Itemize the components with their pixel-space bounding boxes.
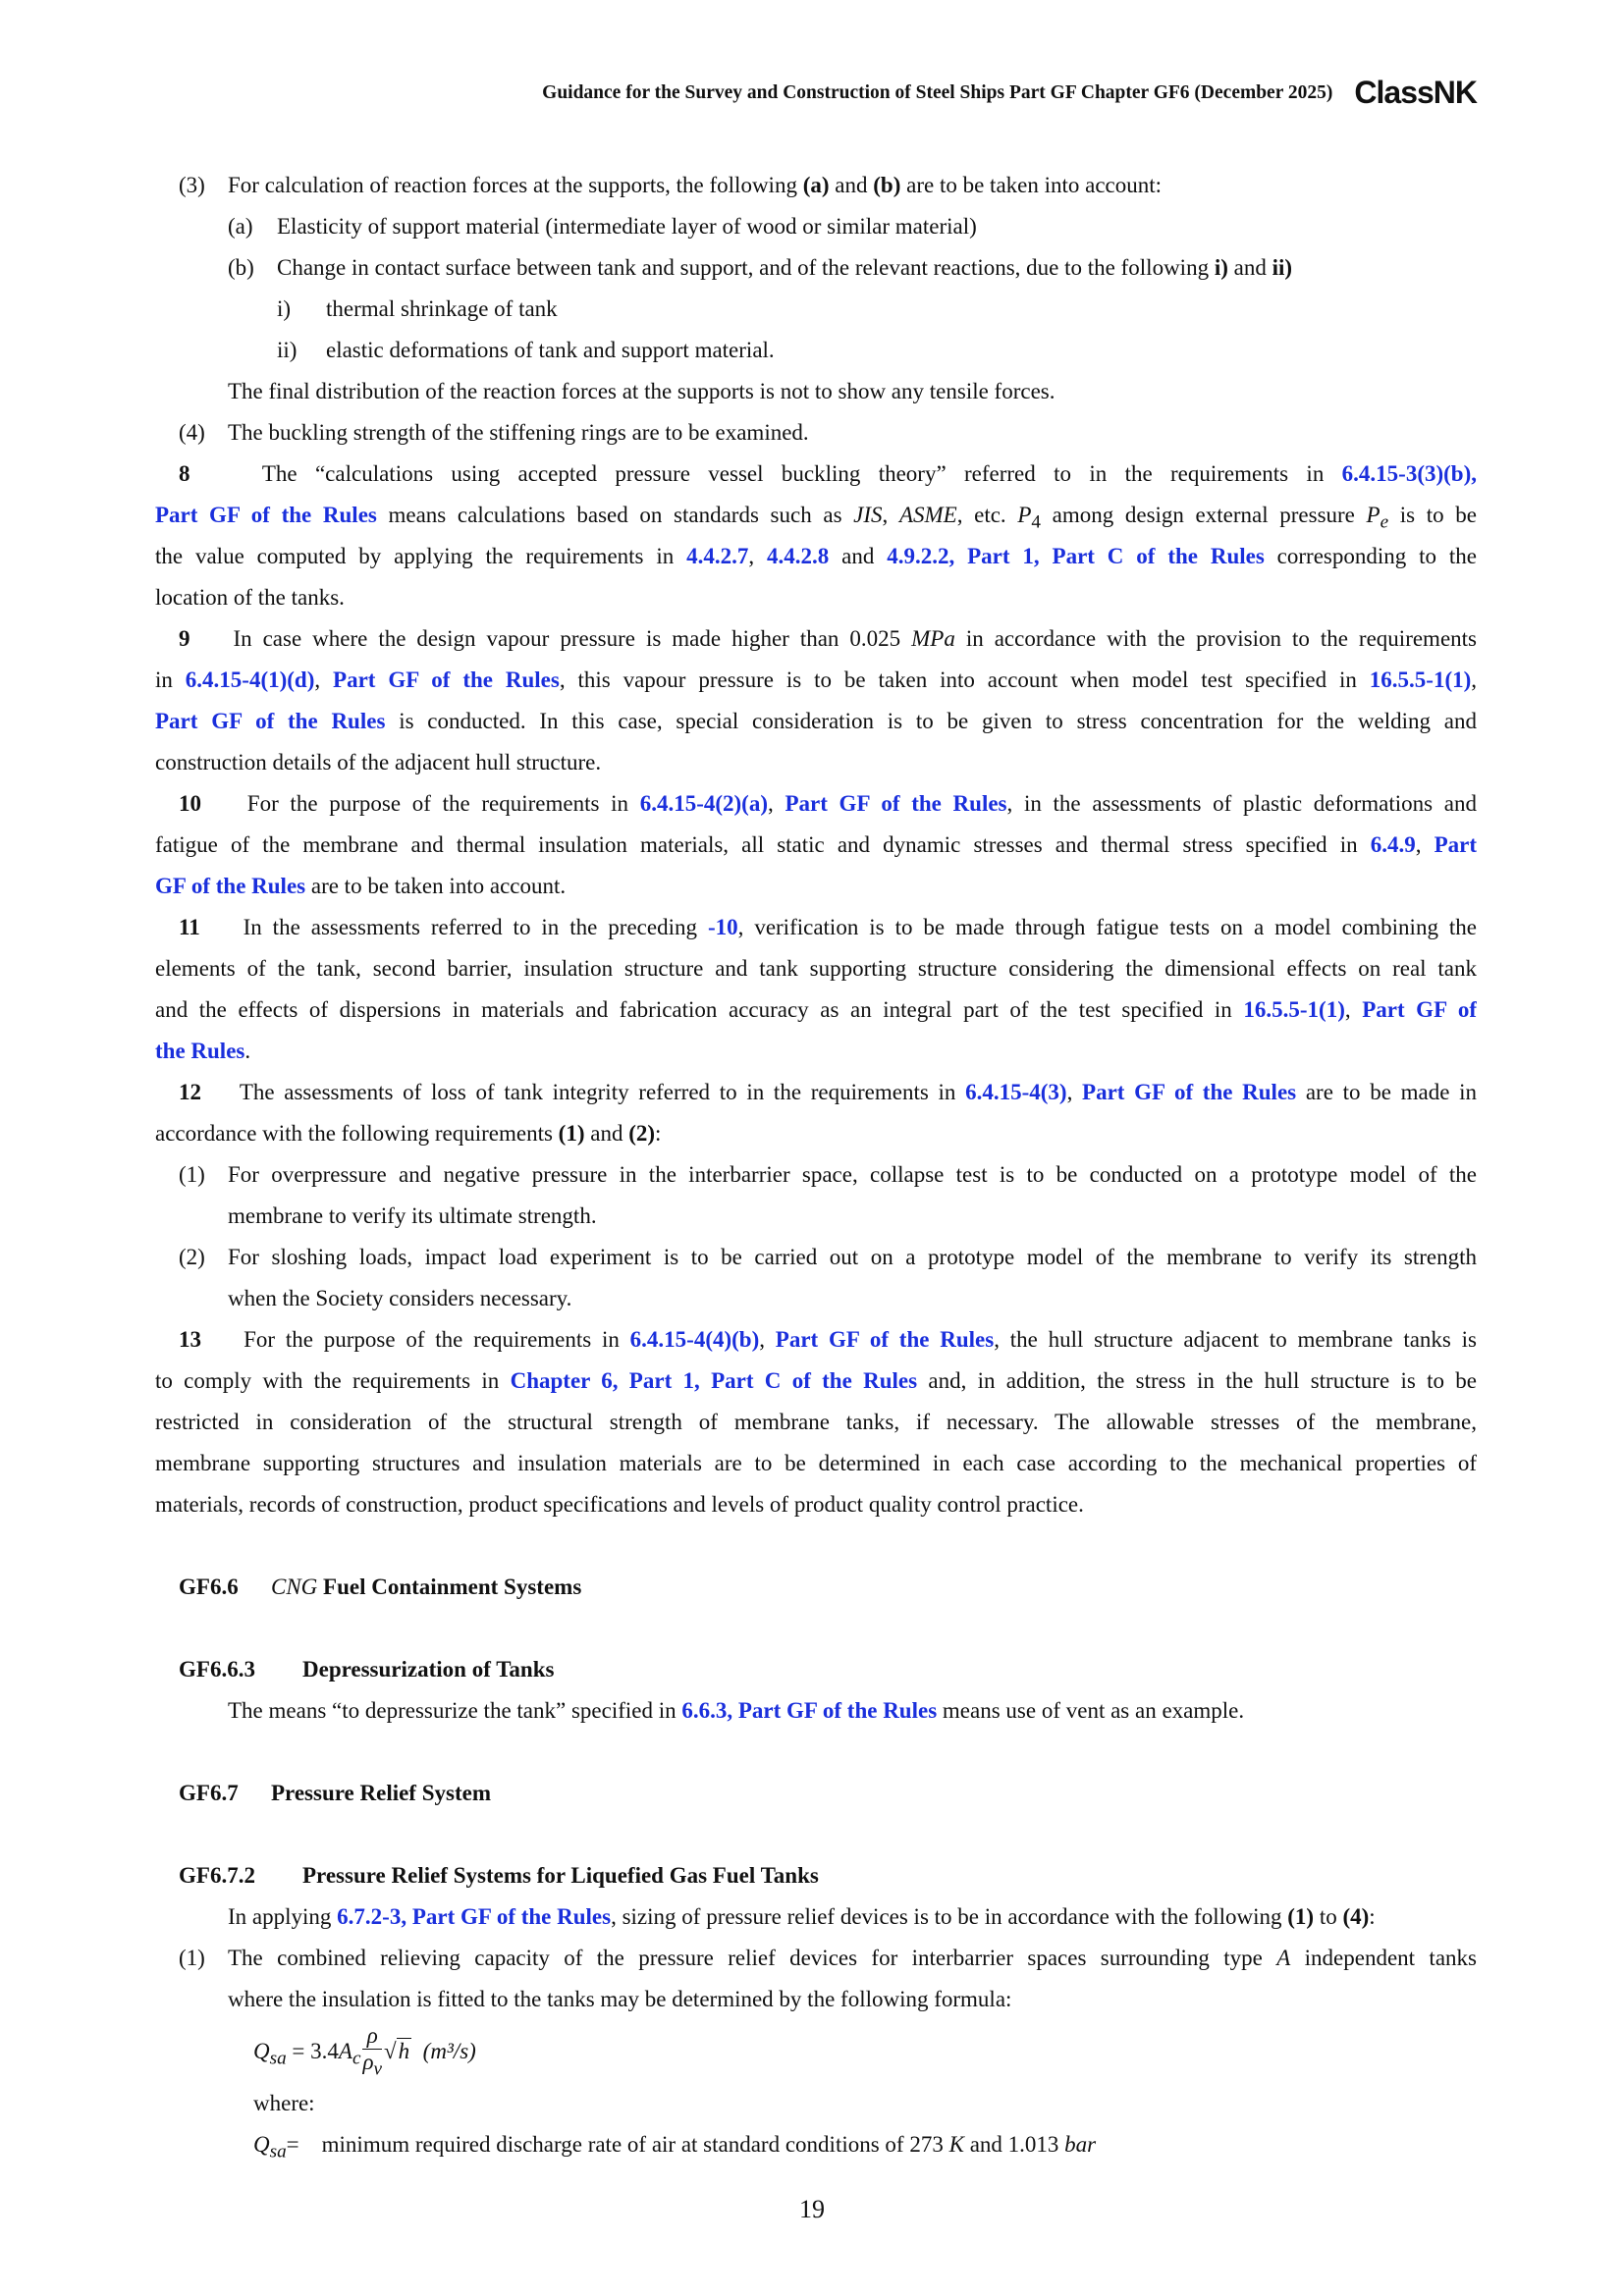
link-part-gf[interactable]: Part GF of the Rules xyxy=(155,503,377,527)
para-10-line-3: GF of the Rules are to be taken into account. xyxy=(155,874,567,898)
link-4-4-2-8[interactable]: 4.4.2.8 xyxy=(767,544,830,568)
item-3b-ii: ii) elastic deformations of tank and support material. xyxy=(277,338,775,362)
formula-where: where: xyxy=(253,2091,315,2115)
link-chapter-6-part-c[interactable]: Chapter 6, Part 1, Part C of the Rules xyxy=(510,1368,918,1393)
para-13-line-2: to comply with the requirements in Chapter 6, Part 1, Part C of the Rules and, in addition, the stress in the hull structure is to be xyxy=(155,1368,1477,1393)
para-8-line-4: location of the tanks. xyxy=(155,585,345,610)
para-11-line-4: the Rules. xyxy=(155,1039,251,1063)
para-9-line-4: construction details of the adjacent hull structure. xyxy=(155,750,602,774)
para-11-line-3: and the effects of dispersions in materials and fabrication accuracy as an integral part of the test specified in 16.5.5-1(1), Part GF of xyxy=(155,997,1477,1022)
para-13-line-1: 13 For the purpose of the requirements in 6.4.15-4(4)(b), Part GF of the Rules, the hull structure adjacent to membrane tanks is xyxy=(179,1327,1477,1352)
link-part-gf[interactable]: Part GF of the Rules xyxy=(785,791,1007,816)
gf6-7-2-item-1-line-1: (1) The combined relieving capacity of the pressure relief devices for interbarrier spaces surrounding type A independent tanks xyxy=(179,1946,1477,1970)
link-part-gf-of[interactable]: Part GF of xyxy=(1362,997,1477,1022)
link-part[interactable]: Part xyxy=(1434,832,1477,857)
formula-definition-qsa: $Q_{sa}=$ minimum required discharge rate of air at standard conditions of 273 K and 1.013 bar xyxy=(253,2132,1097,2163)
link-the-rules[interactable]: the Rules xyxy=(155,1039,245,1063)
para-13-line-5: materials, records of construction, product specifications and levels of product quality control practice. xyxy=(155,1492,1084,1517)
para-10-line-1: 10 For the purpose of the requirements in 6.4.15-4(2)(a), Part GF of the Rules, in the assessments of plastic deformations and xyxy=(179,791,1477,816)
para-9-line-1: 9 In case where the design vapour pressure is made higher than 0.025 MPa in accordance with the provision to the requirements xyxy=(179,626,1477,651)
para-12-item-1-line-2: membrane to verify its ultimate strength. xyxy=(228,1203,597,1228)
heading-gf6-7-2: GF6.7.2 Pressure Relief Systems for Liquefied Gas Fuel Tanks xyxy=(179,1863,819,1888)
para-8-line-1: 8 The “calculations using accepted pressure vessel buckling theory” referred to in the requirements in 6.4.15-3(3)(b), xyxy=(179,461,1477,486)
link-gf-of-the-rules[interactable]: GF of the Rules xyxy=(155,874,306,898)
link-4-4-2-7[interactable]: 4.4.2.7 xyxy=(686,544,749,568)
para-9-line-3: Part GF of the Rules is conducted. In this case, special consideration is to be given to stress concentration for the welding and xyxy=(155,709,1477,733)
para-12-item-1-line-1: (1) For overpressure and negative pressure in the interbarrier space, collapse test is to be conducted on a prototype model of the xyxy=(179,1162,1477,1187)
link-minus-10[interactable]: -10 xyxy=(707,915,738,939)
item-3b-i: i) thermal shrinkage of tank xyxy=(277,296,558,321)
para-9-line-2: in 6.4.15-4(1)(d), Part GF of the Rules, this vapour pressure is to be taken into account when model test specified in 16.5.5-1(1), xyxy=(155,667,1477,692)
page-number: 19 xyxy=(799,2195,825,2223)
item-3b: (b) Change in contact surface between tank and support, and of the relevant reactions, due to the following i) and ii) xyxy=(228,255,1293,280)
page-header xyxy=(155,75,1477,111)
link-16-5-5-1-1[interactable]: 16.5.5-1(1) xyxy=(1243,997,1345,1022)
para-8-line-2: Part GF of the Rules means calculations based on standards such as JIS, ASME, etc. $P_4$ among design external pressure $P_e$ is to be xyxy=(155,503,1477,533)
gf6-7-2-intro: In applying 6.7.2-3, Part GF of the Rules, sizing of pressure relief devices is to be in accordance with the following (1) to (4): xyxy=(228,1904,1376,1929)
link-6-4-9[interactable]: 6.4.9 xyxy=(1370,832,1416,857)
relief-formula: $Q_{sa} = 3.4A_c$ $\frac{\rho}{\rho_v}$ √h (m³/s) xyxy=(155,2020,1477,2083)
heading-gf6-7: GF6.7 Pressure Relief System xyxy=(179,1781,491,1805)
sqrt-symbol: √h xyxy=(384,2039,410,2063)
item-3-final: The final distribution of the reaction forces at the supports is not to show any tensile forces. xyxy=(228,379,1056,403)
link-6-4-15-4-3[interactable]: 6.4.15-4(3) xyxy=(965,1080,1067,1104)
link-6-4-15-4-4-b[interactable]: 6.4.15-4(4)(b) xyxy=(629,1327,760,1352)
para-8-line-3: the value computed by applying the requirements in 4.4.2.7, 4.4.2.8 and 4.9.2.2, Part 1, Part C of the Rules corresponding to the xyxy=(155,544,1477,568)
para-12-line-1: 12 The assessments of loss of tank integrity referred to in the requirements in 6.4.15-4(3), Part GF of the Rules are to be made in xyxy=(179,1080,1477,1104)
gf6-7-2-item-1-line-2: where the insulation is fitted to the tanks may be determined by the following formula: xyxy=(228,1987,1012,2011)
para-12-item-2-line-1: (2) For sloshing loads, impact load experiment is to be carried out on a prototype model of the membrane to verify its strength xyxy=(179,1245,1477,1269)
link-part-gf[interactable]: Part GF of the Rules xyxy=(155,709,386,733)
heading-gf6-6-3: GF6.6.3 Depressurization of Tanks xyxy=(179,1657,555,1682)
item-4: (4) The buckling strength of the stiffening rings are to be examined. xyxy=(179,420,809,445)
para-10-line-2: fatigue of the membrane and thermal insulation materials, all static and dynamic stresses and thermal stress specified in 6.4.9, Part xyxy=(155,832,1477,857)
gf6-6-3-text: The means “to depressurize the tank” specified in 6.6.3, Part GF of the Rules means use of vent as an example. xyxy=(228,1698,1245,1723)
para-12-item-2-line-2: when the Society considers necessary. xyxy=(228,1286,572,1310)
para-11-line-2: elements of the tank, second barrier, insulation structure and tank supporting structure considering the dimensional effects on real tank xyxy=(155,956,1477,981)
link-part-gf[interactable]: Part GF of the Rules xyxy=(775,1327,995,1352)
header-title: Guidance for the Survey and Construction of Steel Ships Part GF Chapter GF6 (December 2025) xyxy=(542,81,1333,103)
item-3a: (a) Elasticity of support material (intermediate layer of wood or similar material) xyxy=(228,214,977,239)
item-3: (3) For calculation of reaction forces at the supports, the following (a) and (b) are to be taken into account: xyxy=(179,173,1163,197)
para-12-line-2: accordance with the following requirements (1) and (2): xyxy=(155,1121,662,1146)
para-13-line-3: restricted in consideration of the structural strength of membrane tanks, if necessary. The allowable stresses of the membrane, xyxy=(155,1410,1477,1434)
para-13-line-4: membrane supporting structures and insulation materials are to be determined in each case according to the mechanical properties of xyxy=(155,1451,1477,1475)
link-6-4-15-4-1-d[interactable]: 6.4.15-4(1)(d) xyxy=(185,667,315,692)
link-part-gf[interactable]: Part GF of the Rules xyxy=(1082,1080,1297,1104)
link-16-5-5-1-1[interactable]: 16.5.5-1(1) xyxy=(1369,667,1472,692)
rho-fraction: $\frac{\rho}{\rho_v}$ xyxy=(362,2023,383,2081)
link-6-4-15-3[interactable]: 6.4.15-3(3)(b), xyxy=(1341,461,1477,486)
page-body xyxy=(155,165,1477,2165)
link-6-4-15-4-2-a[interactable]: 6.4.15-4(2)(a) xyxy=(639,791,768,816)
para-11-line-1: 11 In the assessments referred to in the preceding -10, verification is to be made through fatigue tests on a model combining the xyxy=(179,915,1477,939)
link-part-gf[interactable]: Part GF of the Rules xyxy=(333,667,560,692)
link-6-6-3[interactable]: 6.6.3, Part GF of the Rules xyxy=(681,1698,938,1723)
classnk-logo: ClassNK xyxy=(1354,75,1477,110)
link-6-7-2-3[interactable]: 6.7.2-3, Part GF of the Rules xyxy=(337,1904,612,1929)
heading-gf6-6: GF6.6 CNG Fuel Containment Systems xyxy=(179,1575,582,1599)
link-4-9-2-2[interactable]: 4.9.2.2, Part 1, Part C of the Rules xyxy=(887,544,1265,568)
